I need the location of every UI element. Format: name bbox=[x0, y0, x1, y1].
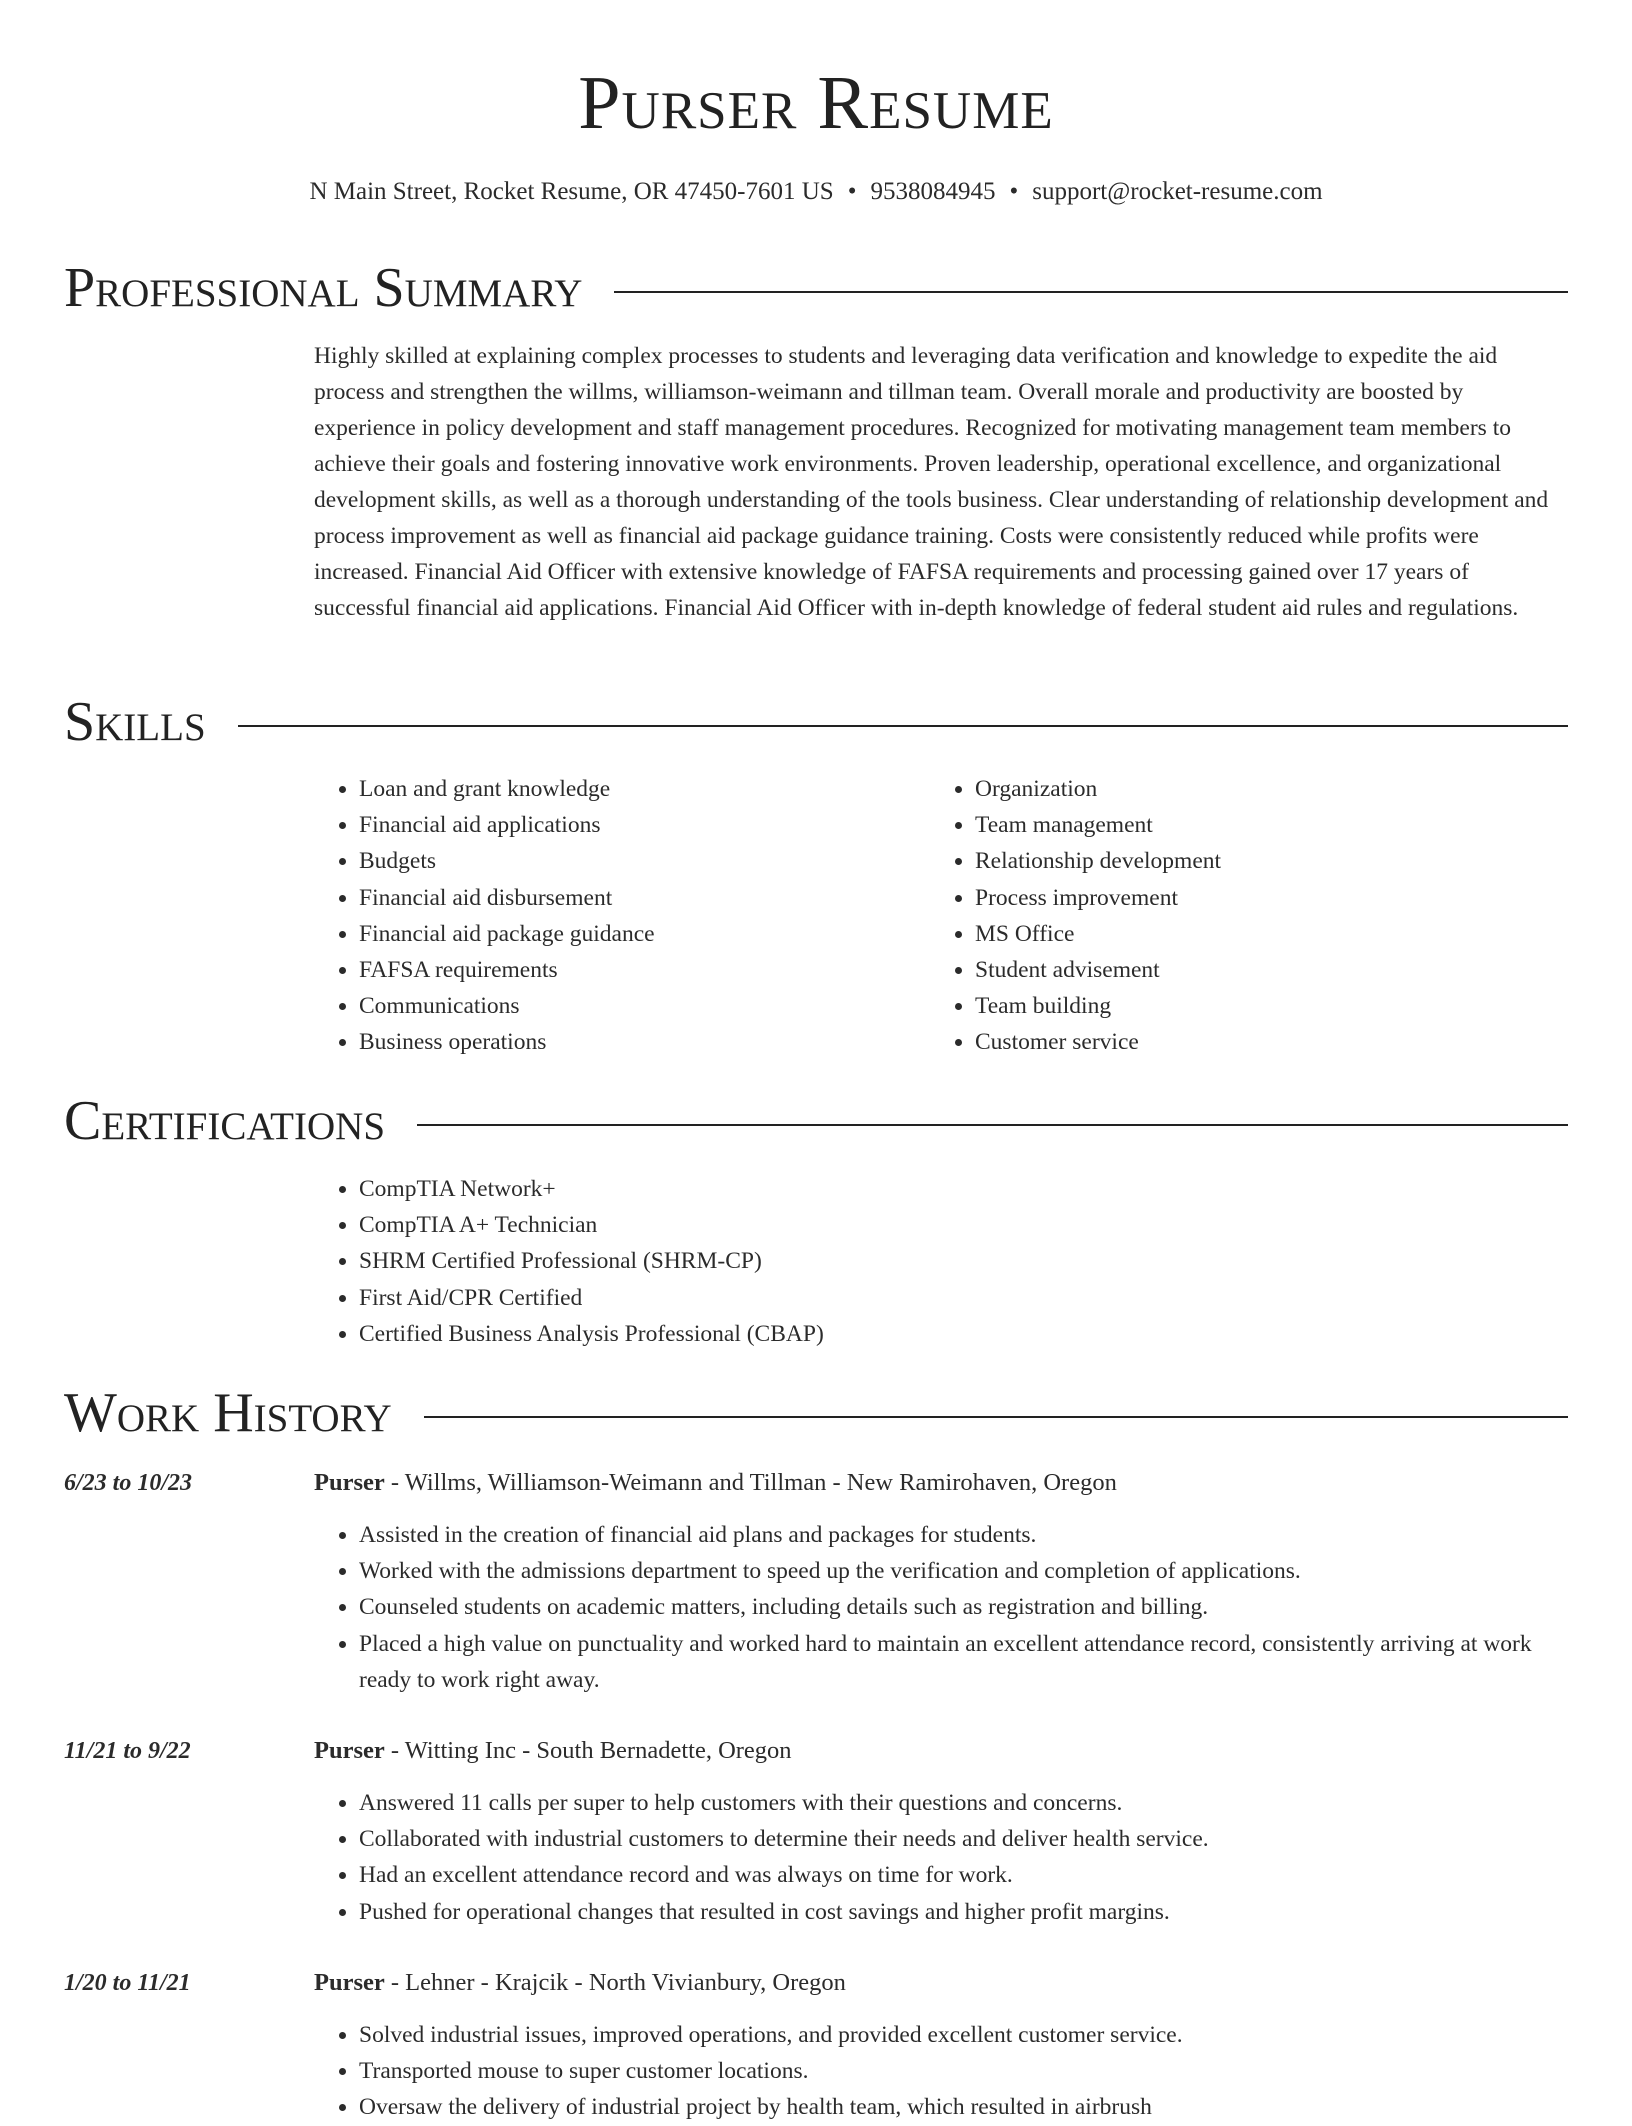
job-duties bbox=[314, 2017, 1572, 2126]
job-duty-item: • Pushed for operational changes that resulted in cost savings and higher profit margins. bbox=[359, 1894, 1572, 1930]
certification-item: • SHRM Certified Professional (SHRM-CP) bbox=[359, 1243, 824, 1279]
job-title-line bbox=[314, 1733, 792, 1769]
contact-line bbox=[0, 174, 1632, 210]
summary-heading: Professional Summary bbox=[64, 257, 583, 319]
work-history-heading: Work History bbox=[64, 1382, 392, 1444]
job-duty-item: • Worked with the admissions department to speed up the verification and completion of applications. bbox=[359, 1553, 1572, 1589]
job-employer-location: - Witting Inc - South Bernadette, Oregon bbox=[384, 1737, 792, 1764]
job-dates: 1/20 to 11/21 bbox=[64, 1970, 191, 1996]
section-divider bbox=[417, 1124, 1568, 1126]
skill-item: • FAFSA requirements bbox=[359, 952, 914, 988]
certification-item: • Certified Business Analysis Professional (CBAP) bbox=[359, 1316, 824, 1352]
job-duty-item: • Collaborated with industrial customers to determine their needs and deliver health service. bbox=[359, 1821, 1572, 1857]
job-title-line bbox=[314, 1965, 846, 2001]
job-duty-item: • Oversaw the delivery of industrial project by health team, which resulted in airbrush bbox=[359, 2089, 1572, 2125]
contact-address: N Main Street, Rocket Resume, OR 47450-7601 US bbox=[309, 178, 834, 205]
skills-right-column bbox=[930, 771, 1530, 1061]
job-duty-item: • Answered 11 calls per super to help customers with their questions and concerns. bbox=[359, 1785, 1572, 1821]
skill-item: • Team building bbox=[975, 988, 1530, 1024]
job-duties bbox=[314, 1517, 1572, 1698]
job-duty-list bbox=[314, 1517, 1572, 1698]
skill-item: • Financial aid disbursement bbox=[359, 880, 914, 916]
section-divider bbox=[614, 291, 1568, 293]
work-history-section-header bbox=[64, 1381, 1568, 1445]
skill-item: • Budgets bbox=[359, 843, 914, 879]
skills-left-column bbox=[314, 771, 914, 1061]
certifications-section-header bbox=[64, 1089, 1568, 1153]
section-divider bbox=[424, 1416, 1568, 1418]
resume-title: Purser Resume bbox=[578, 61, 1054, 145]
skill-item: • Financial aid package guidance bbox=[359, 916, 914, 952]
skill-item: • MS Office bbox=[975, 916, 1530, 952]
skill-item: • Customer service bbox=[975, 1024, 1530, 1060]
skill-item: • Financial aid applications bbox=[359, 807, 914, 843]
job-duty-list bbox=[314, 1785, 1572, 1930]
skill-item: • Business operations bbox=[359, 1024, 914, 1060]
job-role: Purser bbox=[314, 1969, 385, 1996]
skill-item: • Loan and grant knowledge bbox=[359, 771, 914, 807]
skill-item: • Student advisement bbox=[975, 952, 1530, 988]
certification-item: • CompTIA Network+ bbox=[359, 1171, 824, 1207]
skill-item: • Relationship development bbox=[975, 843, 1530, 879]
certifications-list bbox=[314, 1171, 824, 1352]
job-duty-item: • Counseled students on academic matters, including details such as registration and billing. bbox=[359, 1589, 1572, 1625]
section-divider bbox=[238, 725, 1568, 727]
skills-list-left bbox=[314, 771, 914, 1061]
job-dates: 11/21 to 9/22 bbox=[64, 1738, 191, 1764]
job-employer-location: - Willms, Williamson-Weimann and Tillman - New Ramirohaven, Oregon bbox=[384, 1469, 1117, 1496]
job-duty-item: • Transported mouse to super customer locations. bbox=[359, 2053, 1572, 2089]
job-duty-item: • Placed a high value on punctuality and worked hard to maintain an excellent attendance record, consistently arriving at work ready to work right away. bbox=[359, 1626, 1572, 1698]
job-duty-item: • Assisted in the creation of financial aid plans and packages for students. bbox=[359, 1517, 1572, 1553]
skill-item: • Process improvement bbox=[975, 880, 1530, 916]
job-role: Purser bbox=[314, 1469, 385, 1496]
skills-list-right bbox=[930, 771, 1530, 1061]
job-duty-item: • Solved industrial issues, improved operations, and provided excellent customer service. bbox=[359, 2017, 1572, 2053]
skill-item: • Organization bbox=[975, 771, 1530, 807]
certifications-heading: Certifications bbox=[64, 1090, 386, 1152]
skills-heading: Skills bbox=[64, 691, 206, 753]
job-title-line bbox=[314, 1465, 1117, 1501]
certifications-list-container bbox=[314, 1171, 824, 1352]
job-employer-location: - Lehner - Krajcik - North Vivianbury, Oregon bbox=[384, 1969, 846, 1996]
skill-item: • Team management bbox=[975, 807, 1530, 843]
contact-email: support@rocket-resume.com bbox=[1032, 178, 1323, 205]
skill-item: • Communications bbox=[359, 988, 914, 1024]
job-dates: 6/23 to 10/23 bbox=[64, 1470, 193, 1496]
job-duties bbox=[314, 1785, 1572, 1930]
job-duty-list bbox=[314, 2017, 1572, 2126]
contact-phone: 9538084945 bbox=[870, 178, 996, 205]
certification-item: • CompTIA A+ Technician bbox=[359, 1207, 824, 1243]
skills-section-header bbox=[64, 690, 1568, 754]
job-duty-item: • Had an excellent attendance record and was always on time for work. bbox=[359, 1857, 1572, 1893]
job-role: Purser bbox=[314, 1737, 385, 1764]
contact-separator: • bbox=[847, 178, 857, 205]
summary-text: Highly skilled at explaining complex processes to students and leveraging data verification and knowledge to expedite the aid process and strengthen the willms, williamson-weimann and tillman team. Overall morale and productivity are boosted by experience in policy development and staff management procedures. Recognized for motivating management team members to achieve their goals and fostering innovative work environments. Proven leadership, operational excellence, and organizational development skills, as well as a thorough understanding of the tools business. Clear understanding of relationship development and process improvement as well as financial aid package guidance training. Costs were consistently reduced while profits were increased. Financial Aid Officer with extensive knowledge of FAFSA requirements and processing gained over 17 years of successful financial aid applications. Financial Aid Officer with in-depth knowledge of federal student aid rules and regulations. bbox=[314, 343, 1549, 621]
contact-separator: • bbox=[1009, 178, 1019, 205]
summary-section-header bbox=[64, 256, 1568, 320]
certification-item: • First Aid/CPR Certified bbox=[359, 1280, 824, 1316]
